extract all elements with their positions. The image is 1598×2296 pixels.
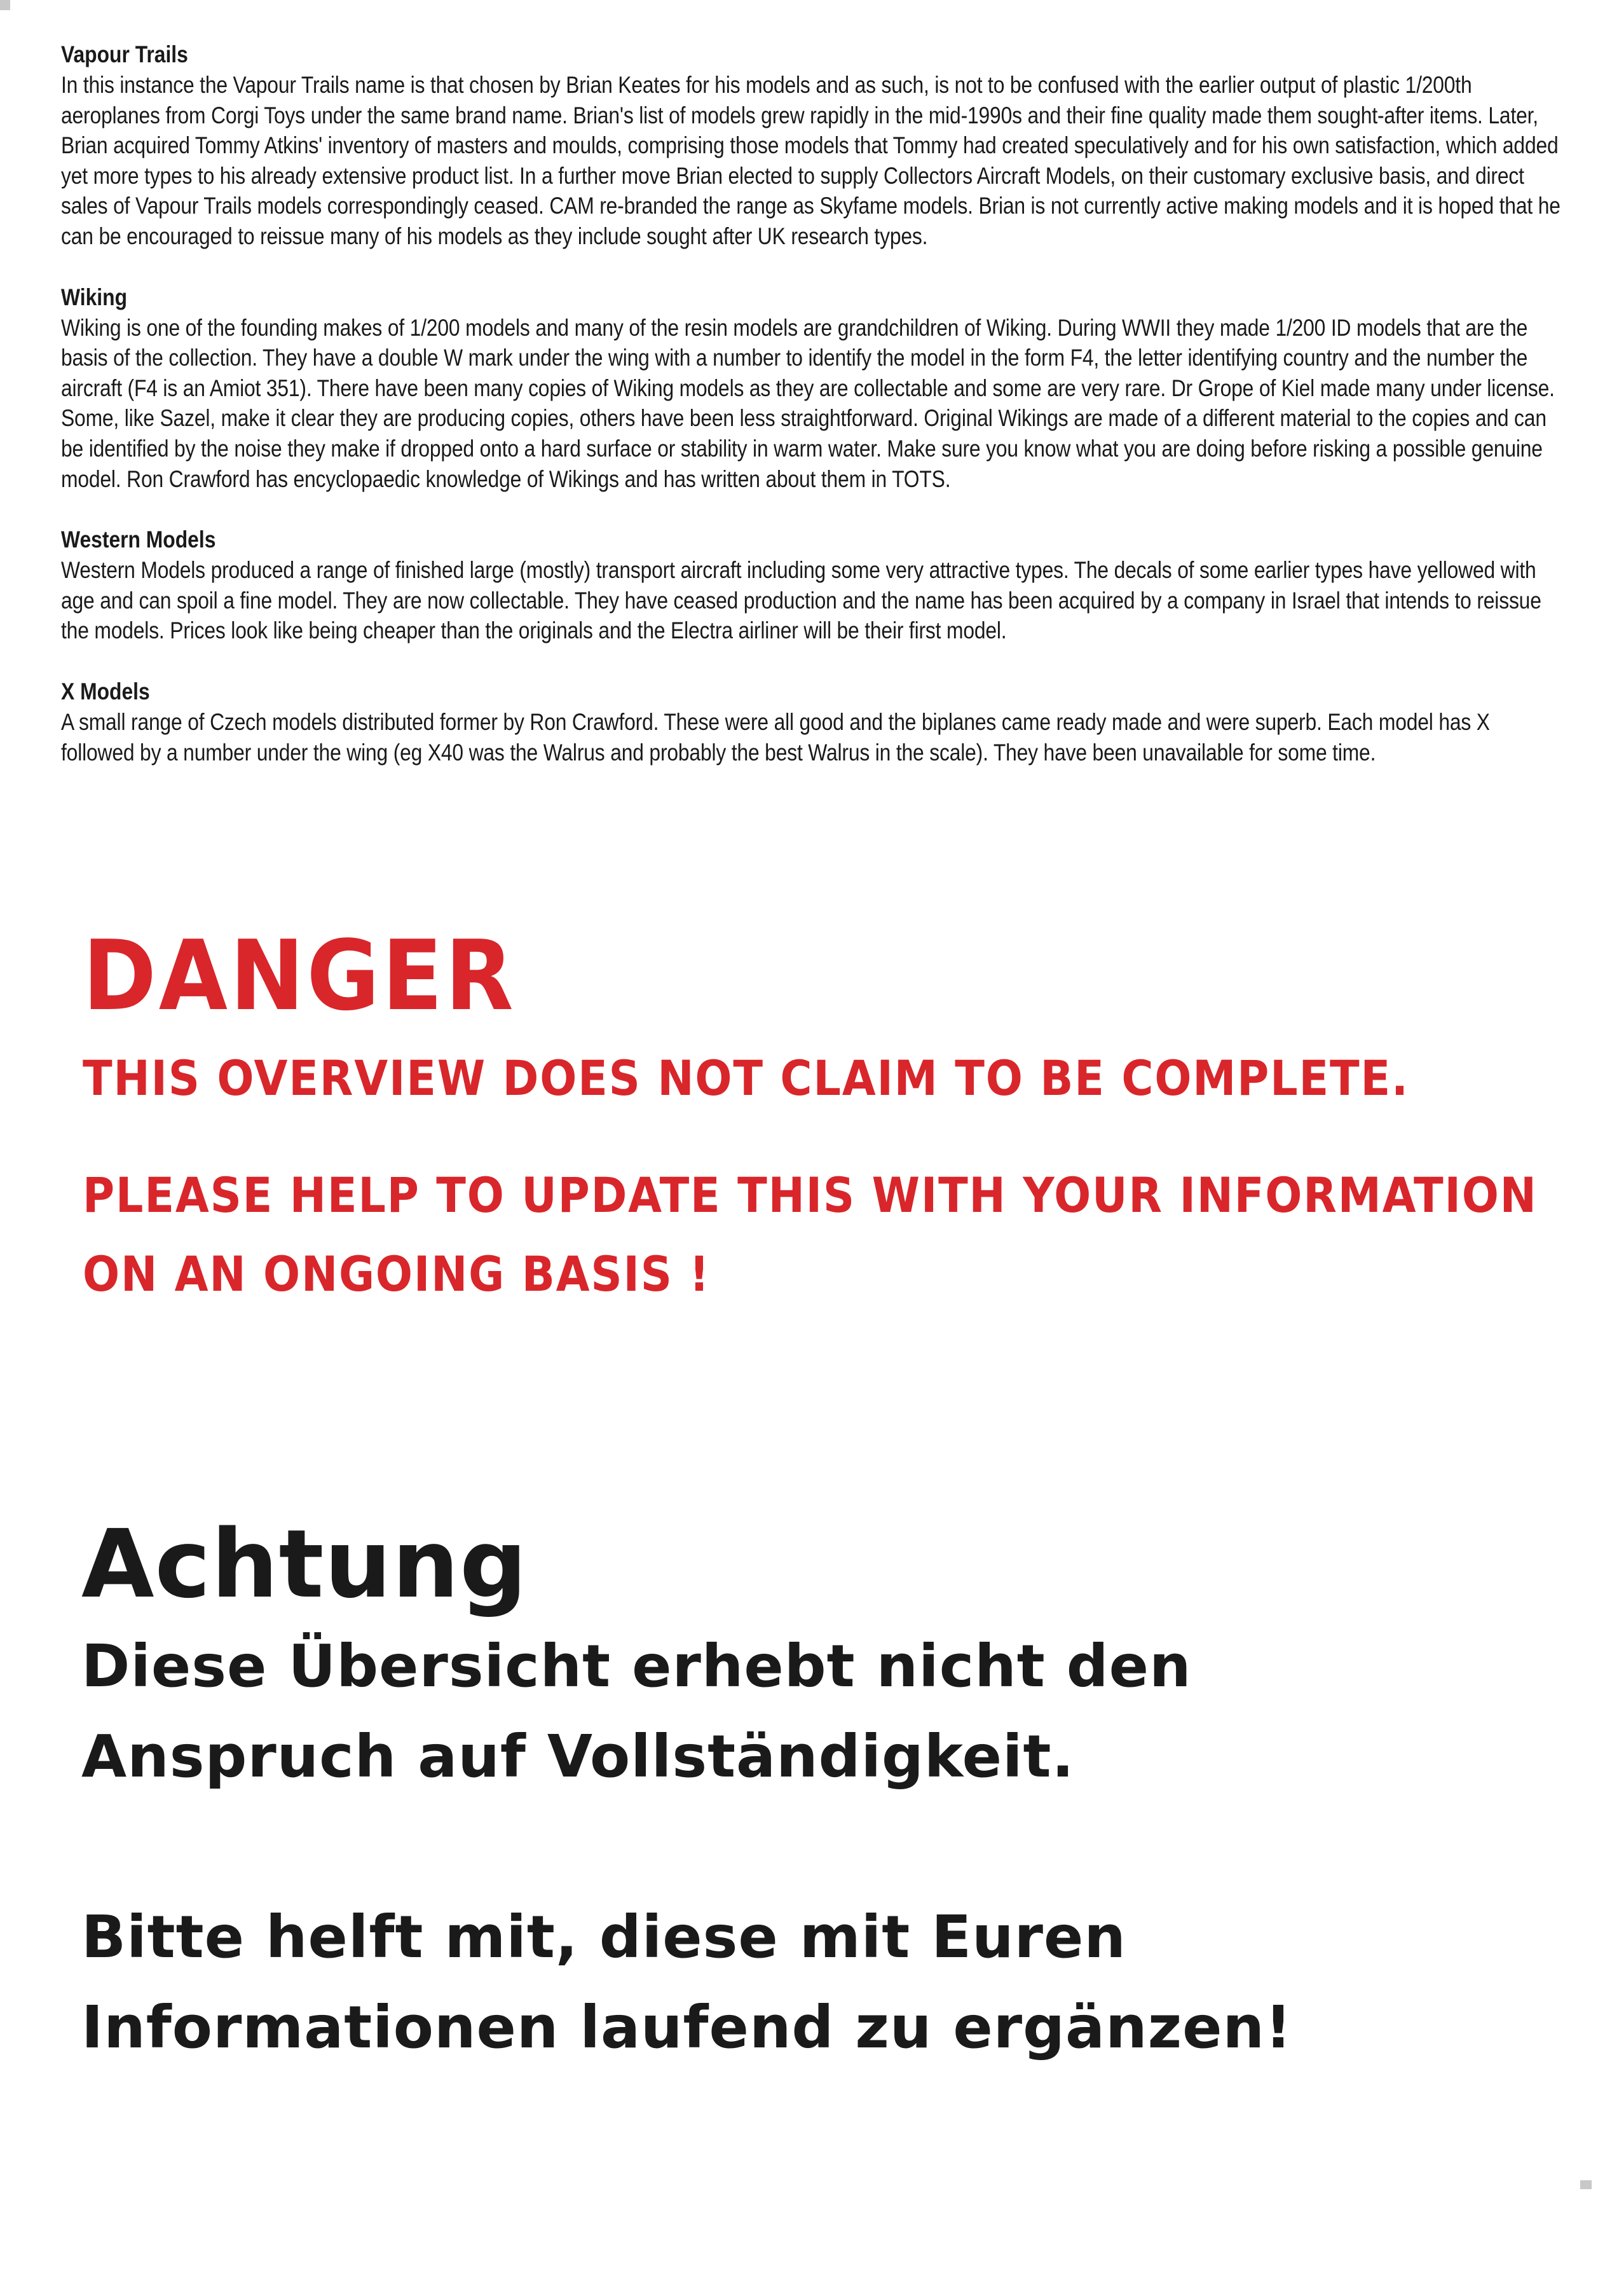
article-heading: Wiking xyxy=(61,284,128,310)
article-vapour-trails xyxy=(61,39,1567,252)
page-corner-mark-top xyxy=(0,0,10,10)
article-heading: Western Models xyxy=(61,526,216,553)
achtung-title: Achtung xyxy=(81,1509,528,1619)
danger-line-incomplete: THIS OVERVIEW DOES NOT CLAIM TO BE COMPLETE. xyxy=(83,1050,1409,1106)
achtung-notice xyxy=(81,1507,1543,2073)
page-corner-mark-bottom xyxy=(1580,2180,1592,2189)
danger-line-ongoing: ON AN ONGOING BASIS ! xyxy=(83,1246,711,1302)
achtung-line-3: Bitte helft mit, diese mit Euren xyxy=(81,1903,1126,1971)
article-body: In this instance the Vapour Trails name is that chosen by Brian Keates for his models and as such, is not to be confused with the earlier output of plastic 1/200th aeroplanes from Corgi Toys under the same brand name. Brian's list of models grew rapidly in the mid-1990s and their fine quality made them sought-after items. Later, Brian acquired Tommy Atkins' inventory of masters and moulds, comprising those models that Tommy had created speculatively and for his own satisfaction, which added yet more types to his already extensive product list. In a further move Brian elected to supply Collectors Aircraft Models, on their customary exclusive basis, and direct sales of Vapour Trails models correspondingly ceased. CAM re-branded the range as Skyfame models. Brian is not currently active making models and it is hoped that he can be encouraged to reissue many of his models as they include sought after UK research types. xyxy=(61,72,1560,249)
article-western-models xyxy=(61,525,1567,646)
danger-title: DANGER xyxy=(83,919,516,1032)
article-body: A small range of Czech models distributed former by Ron Crawford. These were all good and the biplanes came ready made and were superb. Each model has X followed by a number under the wing (eg X40 was the Walrus and probably the best Walrus in the scale). They have been unavailable for some time. xyxy=(61,708,1490,766)
article-body: Wiking is one of the founding makes of 1/200 models and many of the resin models are grandchildren of Wiking. During WWII they made 1/200 ID models that are the basis of the collection. They have a double W mark under the wing with a number to identify the model in the form F4, the letter identifying country and the number the aircraft (F4 is an Amiot 351). There have been many copies of Wiking models as they are collectable and some are very rare. Dr Grope of Kiel made many under license. Some, like Sazel, make it clear they are producing copies, others have been less straightforward. Original Wikings are made of a different material to the copies and can be identified by the noise they make if dropped onto a hard surface or stability in warm water. Make sure you know what you are doing before risking a possible genuine model. Ron Crawford has encyclopaedic knowledge of Wikings and has written about them in TOTS. xyxy=(61,314,1555,492)
achtung-line-2: Anspruch auf Vollständigkeit. xyxy=(81,1722,1075,1791)
article-heading: X Models xyxy=(61,678,150,705)
article-list xyxy=(61,39,1567,798)
achtung-line-4: Informationen laufend zu ergänzen! xyxy=(81,1993,1292,2061)
article-body: Western Models produced a range of finished large (mostly) transport aircraft including some very attractive types. The decals of some earlier types have yellowed with age and can spoil a fine model. They are now collectable. They have ceased production and the name has been acquired by a company in Israel that intends to reissue the models. Prices look like being cheaper than the originals and the Electra airliner will be their first model. xyxy=(61,557,1541,644)
article-wiking xyxy=(61,282,1567,495)
achtung-line-1: Diese Übersicht erhebt nicht den xyxy=(81,1632,1192,1700)
article-x-models xyxy=(61,677,1567,767)
danger-line-help: PLEASE HELP TO UPDATE THIS WITH YOUR INFORMATION xyxy=(83,1167,1538,1223)
danger-notice xyxy=(83,919,1545,1314)
article-heading: Vapour Trails xyxy=(61,41,188,67)
